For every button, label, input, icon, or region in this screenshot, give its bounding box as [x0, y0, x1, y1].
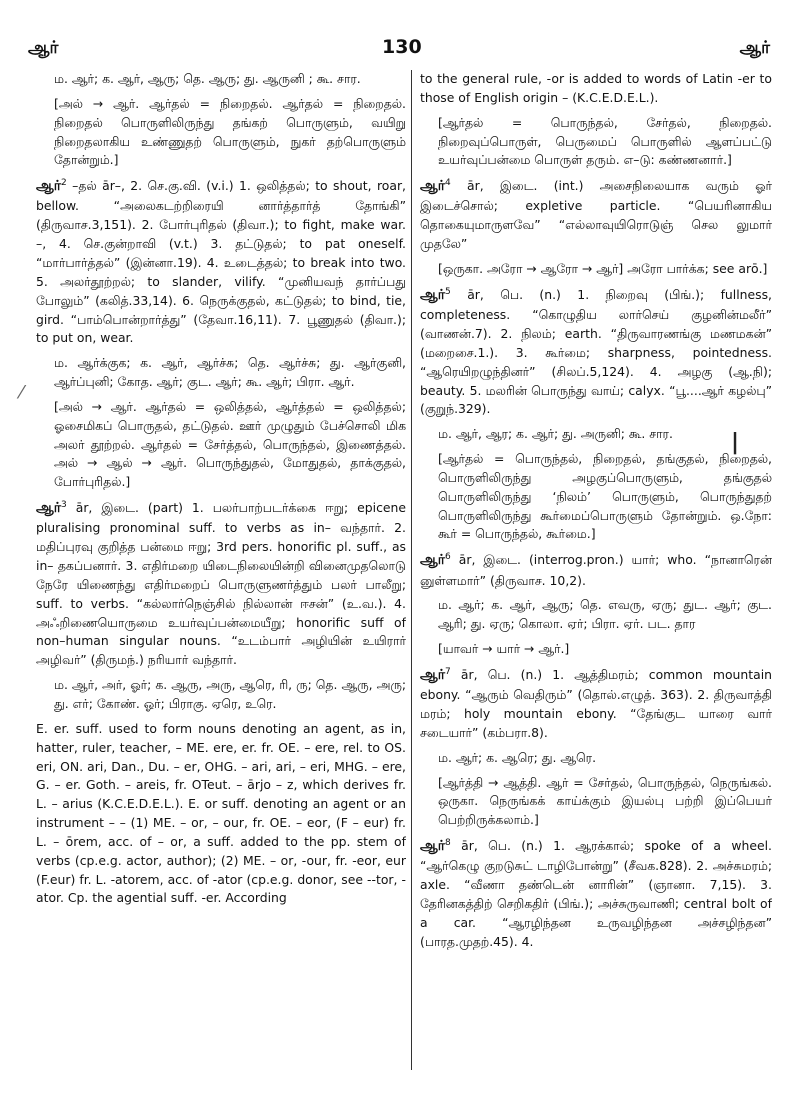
dictionary-entry: [420, 836, 772, 951]
entry-text: [ஒருகா. அரோ → ஆரோ → ஆர்] அரோ பார்க்க; see arō.]: [438, 261, 768, 277]
entry-text: [ஆர்தல் = பொருந்தல், சேர்தல், நிறைதல். நிறைவுப்பொருள், பெருமைப் பொருளில் ஆளப்பட்டு உயர்வுப்பன்மை பொருள் தரும். எ–டு: கண்ணனார்.]: [438, 114, 772, 168]
entry-text: ār, இடை. (int.) அசைநிலையாக வரும் ஓர் இடைச்சொல்; expletive particle. “பெயரினாகிய தொகையுமாருளவே” “எல்லாவுயிரொடுஞ் செல லுமார் முதலே”: [420, 178, 772, 252]
entry-text: –தல் ār–, 2. செ.கு.வி. (v.i.) 1. ஒலித்தல்; to shout, roar, bellow. “அலைகடற்றிரையி னார்த்தார்த் தோங்கி” (திருவாச.3,151). 2. போர்புரிதல் (திவா.); to fight, make war. –, 4. செ.குன்றாவி (v.t.) 3. தட்டுதல்; to pat oneself. “மார்பார்த்தல்” (இன்னா.19). 4. உடைத்தல்; to break into two. 5. அலர்தூற்றல்; to slander, vilify. “முனியவந் தார்ப்பது போலும்” (கலித்.33,14). 6. நெருக்குதல், கட்டுதல்; to bind, tie, gird. “பாம்பொன்றார்த்து” (தேவா.16,11). 7. பூணுதல் (திவா.); to put on, wear.: [36, 178, 406, 346]
page-header: [0, 0, 800, 60]
entry-text: ār, பெ. (n.) 1. ஆத்திமரம்; common mountain ebony. “ஆரும் வெதிரும்” (தொல்.எழுத். 363). 2. திருவாத்தி மரம்; holy mountain ebony. “தேங்குட யாரை வார் சடையார்” (கம்பரா.8).: [420, 666, 772, 740]
entry-homonym-number: 6: [445, 552, 451, 563]
dictionary-entry: [420, 665, 772, 743]
running-headword-right: ஆர்: [739, 38, 770, 58]
entry-text: ār, பெ. (n.) 1. ஆரக்கால்; spoke of a wheel. “ஆர்கெழு குறடுசுட் டாழிபோன்று” (சீவக.828). 2. அச்சுமரம்; axle. “வீணா தண்டென் னாரின்” (ஞானா. 7,15). 3. தேரினகத்திற் செறிகதிர் (பிங்.); அச்சுருவாணி; central bolt of a car. “ஆரழிந்தன உருவழிந்தன அச்சழிந்தன” (பாரத.முதற்.45). 4.: [420, 838, 772, 949]
entry-homonym-number: 7: [445, 666, 451, 677]
etymology-note: [36, 354, 406, 392]
etymology-note: [36, 95, 406, 170]
entry-text: [ஆர்தல் = பொருந்தல், நிறைதல், தங்குதல், நிறைதல், பொருளிலிருந்து அழகுப்பொருளும், தங்குதல் பொருளிலிருந்து ‘நிலம்’ பொருளும், பொருந்துதற் பொருளிலிருந்து கூர்மைப்பொருளும் தோன்றும். ஒ.நோ: கூர் = பொருந்தல், கூர்மை.]: [438, 451, 772, 542]
etymology-note: [420, 749, 772, 768]
pencil-mark: |: [731, 430, 740, 455]
entry-headword: ஆர்: [36, 178, 62, 195]
entry-headword: ஆர்: [420, 178, 446, 195]
dictionary-entry: [36, 176, 406, 348]
running-headword-left: ஆர்: [28, 38, 59, 58]
dictionary-entry: [420, 176, 772, 254]
entry-text: ār, இடை. (interrog.pron.) யார்; who. “நானாரென் னுள்ளமார்” (திருவாச. 10,2).: [420, 552, 772, 588]
entry-text: to the general rule, -or is added to words of Latin -er to those of English origin – (K.C.E.D.E.L.).: [420, 71, 772, 105]
column-divider: [411, 70, 412, 1070]
entry-text: [ஆர்த்தி → ஆத்தி. ஆர் = சேர்தல், பொருந்தல், நெருங்கல். ஒருகா. நெருங்கக் காய்க்கும் இயல்பு பற்றி இப்பெயர் பெற்றிருக்கலாம்.]: [438, 774, 772, 828]
dictionary-entry: [36, 498, 406, 670]
entry-headword: ஆர்: [420, 838, 446, 855]
entry-homonym-number: 8: [445, 837, 451, 848]
etymology-note: [36, 398, 406, 492]
entry-text: ār, இடை. (part) 1. பலர்பாற்படர்க்கை ஈறு; epicene pluralising pronominal suff. to verbs as in– வந்தார். 2. மதிப்புரவு குறித்த பன்மை ஈறு; 3rd pers. honorific pl. suff., as in– தகப்பனார். 3. எதிர்மறை யிடைநிலையின்றி வினைமுதலொடு நேரே யிணைந்து எதிர்மறைப் பொருளுணர்த்தும் பலர் பாலீறு; suff. to verbs. “கல்லார்நெஞ்சில் நில்லான் ஈசன்” (உ.வ.). 4. அஃறிணையொருமை உயர்வுப்பன்மையீறு; honorific suff of non–human singular nouns. “உடம்பார் அழியின் உயிரார் அழிவர்” (திருமந்.) நரியார் வந்தார்.: [36, 500, 406, 668]
entry-headword: ஆர்: [420, 552, 446, 569]
paragraph: [420, 70, 772, 108]
entry-text: ம. ஆர், ஆர; க. ஆர்; து. அருனி; கூ. சார.: [438, 426, 673, 442]
etymology-note: [420, 425, 772, 444]
entry-text: ம. ஆர்; க. ஆரெ; து. ஆரெ.: [438, 749, 597, 765]
entry-headword: ஆர்: [420, 286, 446, 303]
etymology-note: [420, 450, 772, 544]
entry-text: ம. ஆர், அர், ஓர்; க. ஆரு, அரு, ஆரெ, ரி, ரு; தெ. ஆரு, அரு; து. எர்; கோண். ஓர்; பிராகு. ஏரெ, உரெ.: [54, 677, 406, 711]
entry-text: [அல் → ஆர். ஆர்தல் = ஒலித்தல், ஆர்த்தல் = ஒலித்தல்; ஓசைமிகப் பொருதல், தட்டுதல். ஊர் முழுதும் பேச்சொலி மிக அலர் தூற்றல். ஆர்தல் = சேர்த்தல், பொருந்தல், இணைத்தல். அல் → ஆல் → ஆர். பொருந்துதல், மோதுதல், தாக்குதல், போர்புரிதல்.]: [54, 398, 406, 490]
etymology-note: [420, 596, 772, 634]
right-column: [420, 70, 772, 1090]
etymology-note: [420, 774, 772, 831]
entry-text: ம. ஆர்; க. ஆர், ஆரு; தெ. எவரு, ஏரு; துட. ஆர்; குட. ஆரி; து. ஏரு; கொலா. ஏர்; பிரா. ஏர். பட. தார: [438, 597, 772, 632]
left-column: [36, 70, 406, 1090]
entry-text: [அல் → ஆர். ஆர்தல் = நிறைதல். ஆர்தல் = நிறைதல். நிறைதல் பொருளிலிருந்து தங்கற் பொருளும், வயிறு நிறைதலாகிய உண்ணுதற் பொருளும், நுகர் தற்பொருளும் தோன்றும்.]: [54, 95, 406, 168]
etymology-note: [36, 70, 406, 89]
entry-headword: ஆர்: [420, 666, 446, 683]
paragraph: [36, 720, 406, 908]
entry-text: [யாவர் → யார் → ஆர்.]: [438, 641, 570, 657]
dictionary-entry: [420, 550, 772, 590]
etymology-note: [420, 260, 772, 279]
entry-homonym-number: 3: [61, 500, 67, 511]
entry-text: ம. ஆர்; க. ஆர், ஆரு; தெ. ஆரு; து. ஆருனி ; கூ. சார.: [54, 71, 361, 86]
etymology-note: [420, 640, 772, 659]
entry-text: E. er. suff. used to form nouns denoting an agent, as in, hatter, ruler, teacher, – ME. ere, er. fr. OE. – ere, rel. to OS. eri, ON. ari, Dan., Du. – er, OHG. – ari, ari, – eri, MHG. – ere, G. – er. Goth. – areis, fr. OTeut. – ārjo – z, which derives fr. L. – arius (K.C.E.D.E.L.). E. or suff. denoting an agent or an instrument – – (1) ME. – or, – our, fr. OE. – eor, (F – eur) fr. L. – ōrem, acc. of – or, a suff. added to the pp. stem of verbs (cp.e.g. actor, author); (2) ME. – or, -our, fr. -eor, eur (F.eur) fr. L. -atorem, acc. of -ator (cp.e.g. donor, see --tor, -ator. Cp. the agential suff. -er. According: [36, 720, 406, 906]
entry-homonym-number: 4: [445, 178, 451, 189]
dictionary-entry: [420, 285, 772, 419]
entry-homonym-number: 2: [61, 178, 67, 189]
entry-text: ār, பெ. (n.) 1. நிறைவு (பிங்.); fullness, completeness. “கொழுதிய லார்செய் குழனின்மலீர்” (வாணன்.7). 2. நிலம்; earth. “திருவாரணங்கு மணமகன்” (மறைசை.1.). 3. கூர்மை; sharpness, pointedness. “ஆரெயிறழுந்தினர்” (சிலப்.5,124). 4. அழகு (ஆ.நி); beauty. 5. மலரின் பொருந்து வாய்; calyx. “பூ....ஆர் கழல்பு” (குறுந்.329).: [420, 286, 772, 417]
entry-headword: ஆர்: [36, 500, 62, 517]
etymology-note: [36, 676, 406, 714]
page-number: 130: [382, 36, 422, 58]
entry-text: ம. ஆர்க்குக; க. ஆர், ஆர்ச்சு; தெ. ஆர்ச்சு; து. ஆர்குனி, ஆர்ப்புனி; கோத. ஆர்; குட. ஆர்; கூ. ஆர்; பிரா. ஆர்.: [54, 355, 406, 390]
margin-mark: ⁄: [20, 382, 24, 403]
entry-homonym-number: 5: [445, 286, 451, 297]
etymology-note: [420, 114, 772, 171]
